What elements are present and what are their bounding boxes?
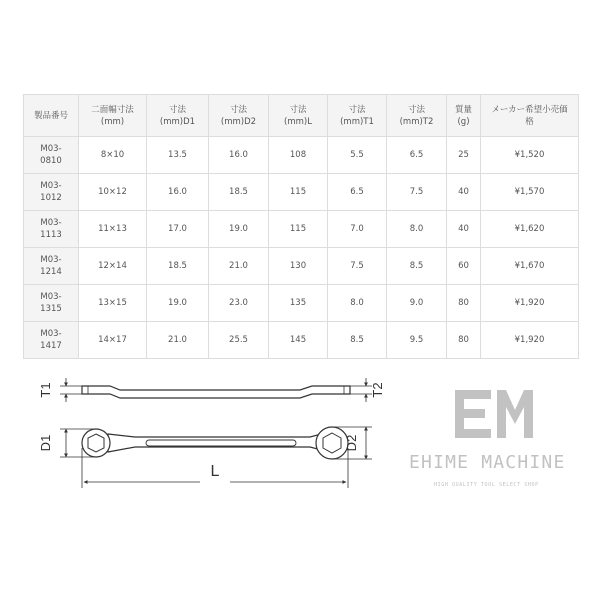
wrench-side-view xyxy=(82,386,350,398)
header-t2: 寸法 (mm)T2 xyxy=(387,95,447,137)
cell-d2: 23.0 xyxy=(209,285,269,322)
cell-t1: 7.0 xyxy=(328,211,387,248)
t2-dimension xyxy=(350,378,372,402)
cell-model-number: M03- 1012 xyxy=(24,174,79,211)
cell-model-number: M03- 1417 xyxy=(24,322,79,359)
cell-t2: 8.0 xyxy=(387,211,447,248)
cell-mass: 25 xyxy=(447,137,481,174)
cell-model-number: M03- 1214 xyxy=(24,248,79,285)
cell-mass: 40 xyxy=(447,174,481,211)
header-t1: 寸法 (mm)T1 xyxy=(328,95,387,137)
cell-t1: 8.0 xyxy=(328,285,387,322)
header-d2: 寸法 (mm)D2 xyxy=(209,95,269,137)
header-size: 二面幅寸法 (mm) xyxy=(79,95,147,137)
header-model-number: 製品番号 xyxy=(24,95,79,137)
label-length: L xyxy=(210,463,220,480)
cell-length: 145 xyxy=(269,322,328,359)
cell-size: 14×17 xyxy=(79,322,147,359)
cell-price: ¥1,620 xyxy=(481,211,579,248)
em-logo-icon xyxy=(455,390,533,438)
cell-size: 11×13 xyxy=(79,211,147,248)
cell-d1: 21.0 xyxy=(147,322,209,359)
cell-mass: 40 xyxy=(447,211,481,248)
cell-price: ¥1,920 xyxy=(481,285,579,322)
header-length: 寸法 (mm)L xyxy=(269,95,328,137)
cell-t1: 5.5 xyxy=(328,137,387,174)
cell-d2: 16.0 xyxy=(209,137,269,174)
cell-d1: 18.5 xyxy=(147,248,209,285)
cell-t2: 7.5 xyxy=(387,174,447,211)
cell-mass: 80 xyxy=(447,322,481,359)
cell-size: 12×14 xyxy=(79,248,147,285)
cell-model-number: M03- 0810 xyxy=(24,137,79,174)
cell-t2: 9.0 xyxy=(387,285,447,322)
cell-model-number: M03- 1315 xyxy=(24,285,79,322)
cell-d2: 21.0 xyxy=(209,248,269,285)
cell-length: 108 xyxy=(269,137,328,174)
cell-d1: 16.0 xyxy=(147,174,209,211)
brand-name: EHIME MACHINE xyxy=(409,452,566,473)
cell-t1: 8.5 xyxy=(328,322,387,359)
cell-d1: 17.0 xyxy=(147,211,209,248)
cell-length: 115 xyxy=(269,174,328,211)
header-d1: 寸法 (mm)D1 xyxy=(147,95,209,137)
cell-price: ¥1,920 xyxy=(481,322,579,359)
cell-t1: 7.5 xyxy=(328,248,387,285)
cell-t2: 8.5 xyxy=(387,248,447,285)
cell-t2: 6.5 xyxy=(387,137,447,174)
label-d2: D2 xyxy=(344,434,359,452)
cell-size: 8×10 xyxy=(79,137,147,174)
cell-d1: 19.0 xyxy=(147,285,209,322)
cell-price: ¥1,670 xyxy=(481,248,579,285)
cell-length: 130 xyxy=(269,248,328,285)
cell-mass: 80 xyxy=(447,285,481,322)
cell-mass: 60 xyxy=(447,248,481,285)
cell-d2: 18.5 xyxy=(209,174,269,211)
header-mass: 質量 (g) xyxy=(447,95,481,137)
label-t1: T1 xyxy=(38,382,53,398)
header-price: メーカー希望小売価 格 xyxy=(481,95,579,137)
label-d1: D1 xyxy=(38,434,53,452)
cell-price: ¥1,570 xyxy=(481,174,579,211)
cell-length: 115 xyxy=(269,211,328,248)
wrench-top-view xyxy=(82,427,348,459)
cell-t2: 9.5 xyxy=(387,322,447,359)
label-t2: T2 xyxy=(370,382,385,398)
cell-d2: 19.0 xyxy=(209,211,269,248)
t1-dimension xyxy=(60,378,82,402)
cell-t1: 6.5 xyxy=(328,174,387,211)
brand-tagline: HIGH QUALITY TOOL SELECT SHOP xyxy=(434,482,539,488)
cell-size: 10×12 xyxy=(79,174,147,211)
cell-length: 135 xyxy=(269,285,328,322)
cell-price: ¥1,520 xyxy=(481,137,579,174)
cell-model-number: M03- 1113 xyxy=(24,211,79,248)
cell-size: 13×15 xyxy=(79,285,147,322)
cell-d2: 25.5 xyxy=(209,322,269,359)
cell-d1: 13.5 xyxy=(147,137,209,174)
